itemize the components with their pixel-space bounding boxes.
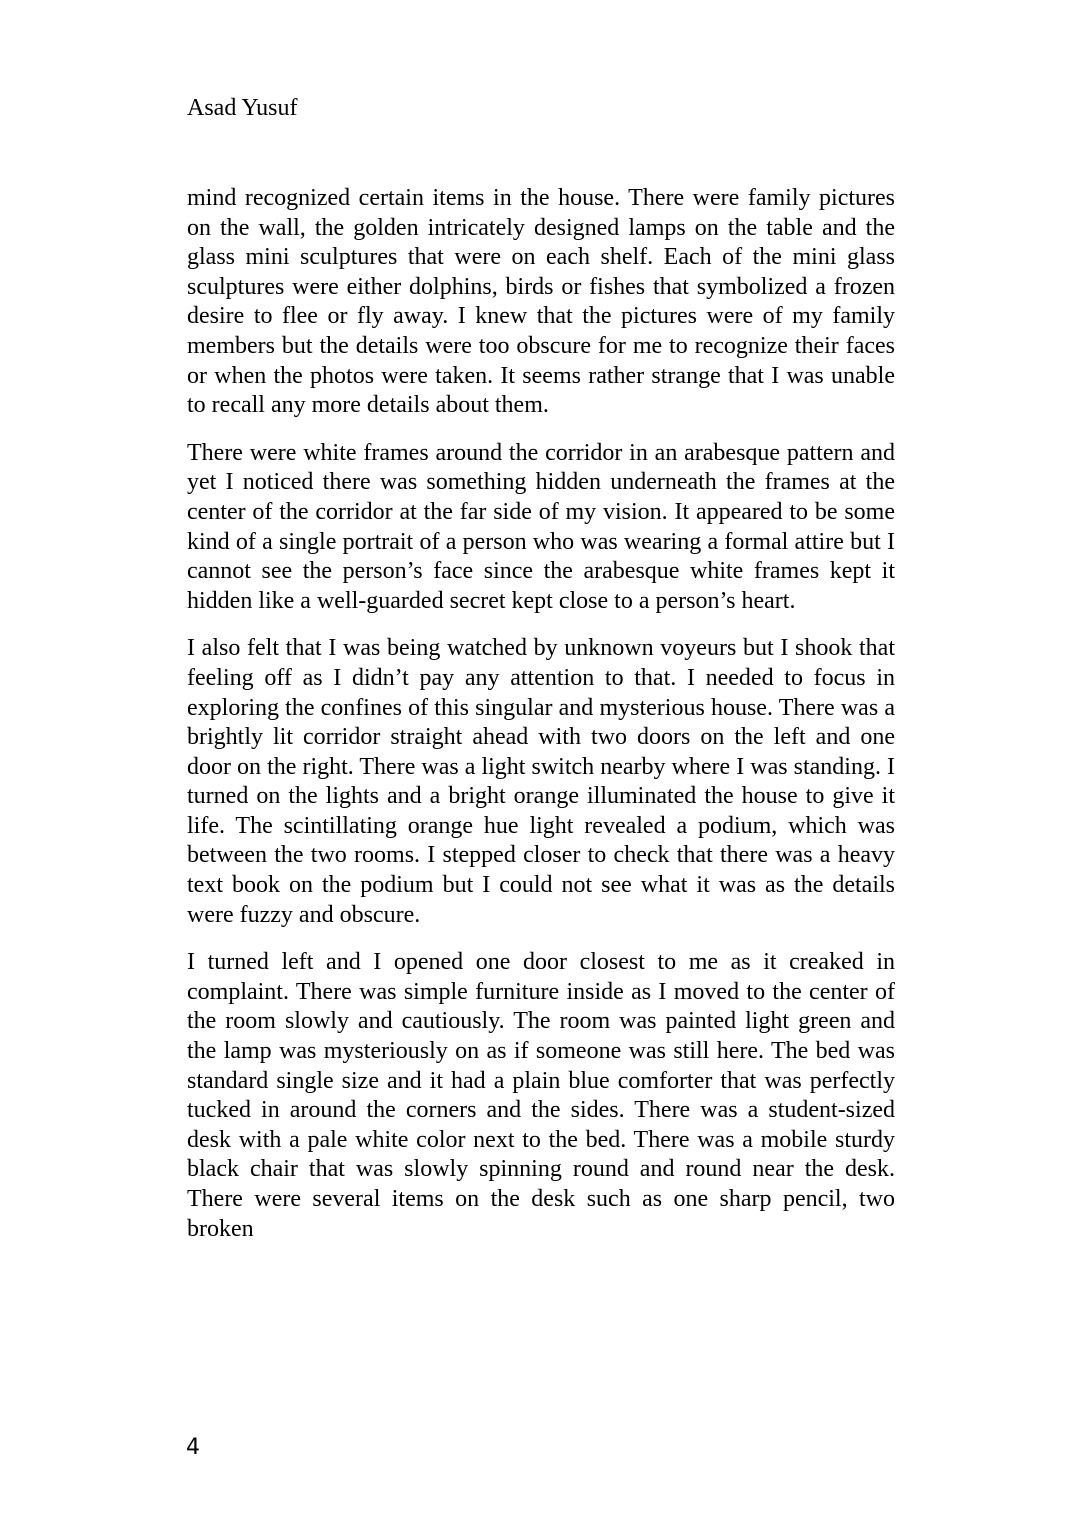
- body-text: [187, 184, 895, 1262]
- paragraph: I also felt that I was being watched by unknown voyeurs but I shook that feeling off as I didn’t pay any attention to that. I needed to focus in exploring the confines of this singular and mysterious house. There was a brightly lit corridor straight ahead with two doors on the left and one door on the right. There was a light switch nearby where I was standing. I turned on the lights and a bright orange illuminated the house to give it life. The scintillating orange hue light revealed a podium, which was between the two rooms. I stepped closer to check that there was a heavy text book on the podium but I could not see what it was as the details were fuzzy and obscure.: [187, 635, 895, 928]
- paragraph: mind recognized certain items in the house. There were family pictures on the wall, the golden intricately designed lamps on the table and the glass mini sculptures that were on each shelf. Each of the mini glass sculptures were either dolphins, birds or fishes that symbolized a frozen desire to flee or fly away. I knew that the pictures were of my family members but the details were too obscure for me to recognize their faces or when the photos were taken. It seems rather strange that I was unable to recall any more details about them.: [187, 185, 895, 419]
- page-number: 4: [186, 1435, 200, 1460]
- running-head-author: Asad Yusuf: [187, 95, 298, 121]
- paragraph: There were white frames around the corridor in an arabesque pattern and yet I noticed there was something hidden underneath the frames at the center of the corridor at the far side of my vision. It appeared to be some kind of a single portrait of a person who was wearing a formal attire but I cannot see the person’s face since the arabesque white frames kept it hidden like a well-guarded secret kept close to a person’s heart.: [187, 439, 895, 614]
- paragraph: I turned left and I opened one door closest to me as it creaked in complaint. There was simple furniture inside as I moved to the center of the room slowly and cautiously. The room was painted light green and the lamp was mysteriously on as if someone was still here. The bed was standard single size and it had a plain blue comforter that was perfectly tucked in around the corners and the sides. There was a student-sized desk with a pale white color next to the bed. There was a mobile sturdy black chair that was slowly spinning round and round near the desk. There were several items on the desk such as one sharp pencil, two broken: [187, 949, 895, 1242]
